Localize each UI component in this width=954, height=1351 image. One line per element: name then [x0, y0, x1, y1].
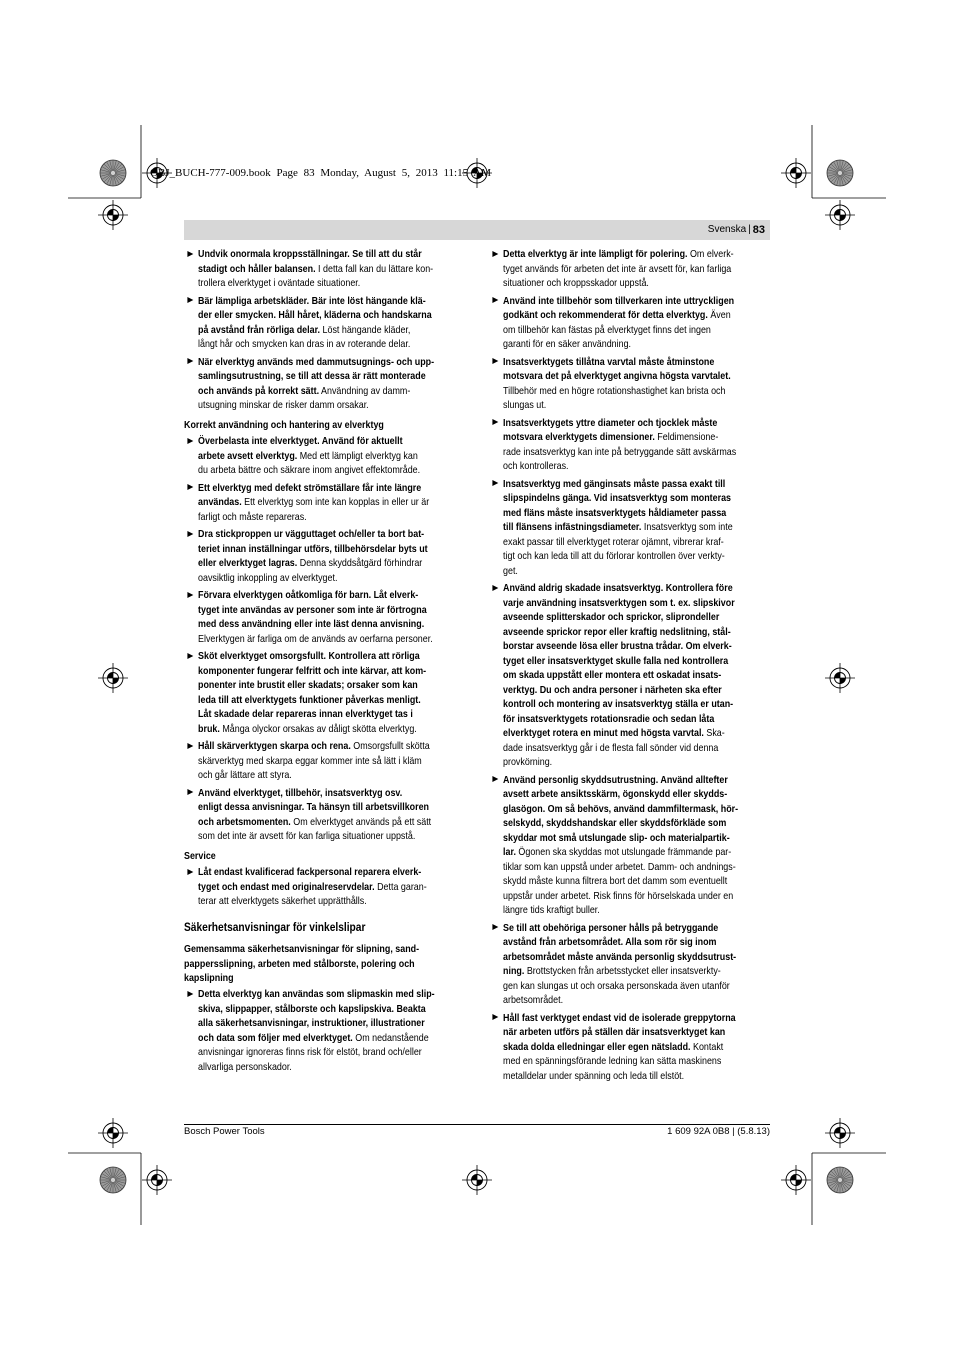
footer-document-code: 1 609 92A 0B8 | (5.8.13) — [667, 1126, 770, 1137]
section-subheading: Service — [184, 850, 216, 862]
bullet-arrow-icon — [187, 531, 193, 537]
safety-instruction-item — [184, 588, 466, 649]
instruction-text: Om elverk- tyget används för arbeten det inte är avsett för, kan farliga situationer och kroppsskador uppstå. — [503, 248, 734, 289]
instruction-text: Omsorgsfullt skötta skärverktyg med skarpa eggar kommer inte så lätt i kläm och går lättare att styra. — [198, 740, 430, 781]
instruction-emphasis: Detta elverktyg kan användas som slipmaskin med slip- skiva, slippapper, stålborste och kapslipskiva. Beakta alla säkerhetsanvisningar, instruktioner, illustrationer och data som följer med elverktyget. — [198, 988, 435, 1044]
safety-instruction-item — [184, 739, 466, 786]
bullet-arrow-icon — [492, 776, 498, 782]
safety-instruction-item — [184, 865, 466, 912]
safety-instruction-item — [489, 247, 771, 294]
bullet-arrow-icon — [492, 251, 498, 257]
bullet-arrow-icon — [492, 358, 498, 364]
bullet-arrow-icon — [492, 924, 498, 930]
safety-instruction-item — [184, 434, 466, 481]
instruction-text: Ögonen ska skyddas mot utslungade främmande par- tiklar som kan uppstå under arbetet. Damm- och andnings- skydd måste kunna filtrera bort det damm som eventuellt uppstår under arbetet. Risk finns för hörselskada under en längre tids kraftigt buller. — [503, 846, 736, 916]
instruction-text: Löst hängande kläder, långt hår och smycken kan dras in av roterande delar. — [198, 323, 411, 350]
instruction-text: Många olyckor orsakas av dåligt skötta elverktyg. — [219, 722, 417, 735]
safety-instruction-item — [184, 481, 466, 528]
instruction-emphasis: Insatsverktyg med gänginsats måste passa exakt till slipspindelns gänga. Vid insatsverktyg som monteras med fläns måste insatsverktygets håldiameter passa till flänsens infästningsdiameter. — [503, 477, 732, 533]
safety-instruction-item — [184, 987, 466, 1077]
instruction-text: Feldimensione- rade insatsverktyg kan inte på betryggande sätt avskärmas och kontrolleras. — [503, 431, 737, 472]
bullet-arrow-icon — [187, 653, 193, 659]
safety-instruction-item — [489, 355, 771, 416]
instruction-text: Användning av damm- utsugning minskar de risker damm orsakar. — [198, 384, 411, 411]
instruction-text: Detta garan- terar att elverktygets säkerhet upprätthålls. — [198, 880, 427, 907]
registration-target-icon — [142, 1165, 172, 1195]
instruction-text: I detta fall kan du lättare kon- trollera elverktyget i oväntade situationer. — [198, 262, 434, 289]
safety-instruction-item — [489, 416, 771, 477]
instruction-emphasis: Insatsverktygets tillåtna varvtal måste åtminstone motsvara det på elverktyget angivna högsta varvtalet. — [503, 355, 731, 382]
instruction-text: Ett elverktyg som inte kan kopplas in eller ur är farligt och måste repareras. — [198, 496, 430, 523]
section-heading: Säkerhetsanvisningar för vinkelslipar — [184, 919, 366, 934]
safety-instruction-item — [184, 247, 466, 294]
registration-target-icon — [98, 663, 128, 693]
registration-target-icon — [98, 1118, 128, 1148]
registration-disc-icon — [100, 160, 126, 186]
instruction-text: Tillbehör med en högre rotationshastighet kan brista och slungas ut. — [503, 384, 726, 411]
registration-target-icon — [825, 200, 855, 230]
footer-publisher: Bosch Power Tools — [184, 1126, 265, 1137]
bullet-arrow-icon — [187, 484, 193, 490]
bullet-arrow-icon — [187, 251, 193, 257]
section-subheading: Gemensamma säkerhetsanvisningar för slipning, sand- pappersslipning, arbeten med stålborste, polering och kapslipning — [184, 943, 420, 985]
bullet-arrow-icon — [492, 480, 498, 486]
instruction-emphasis: Bär lämpliga arbetskläder. Bär inte löst hängande klä- der eller smycken. Håll håret, kläderna och handskarna på avstånd från rörliga delar. — [198, 294, 432, 336]
page-header-bar — [184, 220, 770, 240]
safety-instruction-item — [489, 921, 771, 1011]
page-number: 83 — [752, 224, 765, 236]
instruction-text: Med ett lämpligt elverktyg kan du arbeta bättre och säkrare inom angivet effektområde. — [198, 449, 421, 476]
footer-divider — [184, 1124, 770, 1125]
registration-disc-icon — [827, 160, 853, 186]
registration-target-icon — [825, 663, 855, 693]
instruction-text: Ska- dade insatsverktyg går i de flesta fall sönder vid denna provkörning. — [503, 727, 725, 768]
right-column — [489, 247, 771, 1086]
bullet-arrow-icon — [492, 297, 498, 303]
instruction-emphasis: Använd aldrig skadade insatsverktyg. Kontrollera före varje användning insatsverktygen som t. ex. slipskivor avseende splitterskador och sprickor, sliprondeller avseende sprickor repor eller kraftig nedslitning, stål- borstar avseende lösa eller brustna trådar. Om elverk- tyget eller insatsverktyget skulle falla ned kontrollera om skada uppstått eller montera ett oskadat insats- verktyg. Du och andra personer i närheten ska efter kontroll och montering av insatsverktyg ställa er utan- för insatsverktygets rotationsradie och sedan låta elverktyget rotera en minut med högsta varvtal. — [503, 582, 735, 739]
instruction-emphasis: Dra stickproppen ur vägguttaget och/eller ta bort bat- teriet innan inställningar utförs, tillbehörsdelar byts ut eller elverktyget lagras. — [198, 528, 428, 569]
safety-instruction-item — [184, 786, 466, 847]
safety-instruction-item — [489, 581, 771, 773]
bullet-arrow-icon — [492, 585, 498, 591]
instruction-emphasis: Undvik onormala kroppsställningar. Se till att du står stadigt och håller balansen. — [198, 248, 422, 275]
instruction-text: Om elverktyget används på ett sätt som det inte är avsett för kan farliga situationer uppstå. — [198, 815, 432, 842]
instruction-emphasis: Insatsverktygets yttre diameter och tjocklek måste motsvara elverktygets dimensioner. — [503, 416, 718, 443]
safety-instruction-item — [184, 527, 466, 588]
bullet-arrow-icon — [187, 592, 193, 598]
safety-instruction-item — [489, 294, 771, 355]
safety-instruction-item — [489, 1011, 771, 1087]
registration-target-icon — [462, 1165, 492, 1195]
instruction-text: Även om tillbehör kan fästas på elverktyget finns det ingen garanti för en säker användning. — [503, 309, 731, 350]
safety-instruction-item — [184, 355, 466, 416]
safety-instruction-item — [184, 649, 466, 739]
instruction-text: Denna skyddsåtgärd förhindrar oavsiktlig inkoppling av elverktyget. — [198, 557, 423, 584]
bullet-arrow-icon — [492, 419, 498, 425]
instruction-emphasis: När elverktyg används med dammutsugnings- och upp- samlingsutrustning, se till att dessa är rätt monterade och används på korrekt sätt. — [198, 355, 435, 397]
print-slug-line: OBJ_BUCH-777-009.book Page 83 Monday, August 5, 2013 11:15 AM — [150, 167, 491, 179]
registration-target-icon — [781, 158, 811, 188]
instruction-emphasis: Sköt elverktyget omsorgsfullt. Kontrollera att rörliga komponenter fungerar felfritt och inte kärvar, att kom- ponenter inte brustit eller skadats; orsaker som kan leda till att elverktygets funktioner påverkas menligt. Låt skadade delar repareras innan elverktyget tas i bruk. — [198, 650, 427, 735]
instruction-emphasis: Detta elverktyg är inte lämpligt för polering. — [503, 248, 688, 260]
left-column — [184, 247, 466, 1077]
instruction-emphasis: Låt endast kvalificerad fackpersonal reparera elverk- tyget och endast med originalreservdelar. — [198, 866, 422, 893]
bullet-arrow-icon — [187, 358, 193, 364]
bullet-arrow-icon — [187, 297, 193, 303]
registration-disc-icon — [100, 1167, 126, 1193]
instruction-emphasis: Förvara elverktygen oåtkomliga för barn. Låt elverk- tyget inte användas av personer som inte är förtrogna med dess användning eller inte läst denna anvisning. — [198, 589, 427, 630]
instruction-text: Om nedanstående anvisningar ignoreras finns risk för elstöt, brand och/eller allvarliga personskador. — [198, 1031, 429, 1073]
instruction-emphasis: Använd elverktyget, tillbehör, insatsverktyg osv. enligt dessa anvisningar. Ta hänsyn till arbetsvillkoren och arbetsmomenten. — [198, 786, 429, 828]
registration-target-icon — [98, 200, 128, 230]
instruction-emphasis: Ett elverktyg med defekt strömställare får inte längre användas. — [198, 481, 422, 508]
safety-instruction-item — [184, 294, 466, 355]
instruction-emphasis: Använd personlig skyddsutrustning. Använd alltefter avsett arbete ansiktsskärm, ögonskydd eller skydds- glasögon. Om så behövs, använd dammfiltermask, hör- selskydd, skyddshandskar eller skyddsförkläde som skyddar mot små utslungade slip- och materialpartik- lar. — [503, 773, 739, 858]
instruction-text: Elverktygen är farliga om de används av oerfarna personer. — [198, 632, 433, 645]
header-language: Svenska — [707, 224, 747, 235]
instruction-emphasis: Använd inte tillbehör som tillverkaren inte uttryckligen godkänt och rekommenderat för detta elverktyg. — [503, 294, 735, 321]
instruction-emphasis: Överbelasta inte elverktyget. Använd för aktuellt arbete avsett elverktyg. — [198, 435, 403, 462]
safety-instruction-item — [489, 477, 771, 582]
bullet-arrow-icon — [187, 743, 193, 749]
safety-instruction-item — [489, 773, 771, 921]
instruction-text: Insatsverktyg som inte exakt passar till elverktyget roterar ojämnt, vibrerar kraf- tigt och kan leda till att du förlorar kontrollen över verkty- get. — [503, 521, 733, 577]
instruction-emphasis: Håll skärverktygen skarpa och rena. — [198, 740, 351, 752]
instruction-text: Kontakt med en spänningsförande ledning kan sätta maskinens metalldelar under spänning och leda till elstöt. — [503, 1040, 724, 1082]
registration-target-icon — [781, 1165, 811, 1195]
bullet-arrow-icon — [492, 1014, 498, 1020]
header-separator: | — [748, 224, 751, 235]
bullet-arrow-icon — [187, 789, 193, 795]
section-subheading: Korrekt användning och hantering av elverktyg — [184, 419, 384, 431]
bullet-arrow-icon — [187, 991, 193, 997]
registration-disc-icon — [827, 1167, 853, 1193]
registration-target-icon — [825, 1118, 855, 1148]
instruction-emphasis: Se till att obehöriga personer hålls på betryggande avstånd från arbetsområdet. Alla som rör sig inom arbetsområdet måste använda personlig skyddsutrust- ning. — [503, 921, 737, 977]
bullet-arrow-icon — [187, 869, 193, 875]
instruction-text: Brottstycken från arbetsstycket eller insatsverkty- gen kan slungas ut och orsaka personskada även utanför arbetsområdet. — [503, 965, 730, 1006]
bullet-arrow-icon — [187, 438, 193, 444]
instruction-emphasis: Håll fast verktyget endast vid de isolerade greppytorna när arbeten utförs på ställen där insatsverktyget kan skada dolda elledningar eller egen nätsladd. — [503, 1011, 736, 1053]
